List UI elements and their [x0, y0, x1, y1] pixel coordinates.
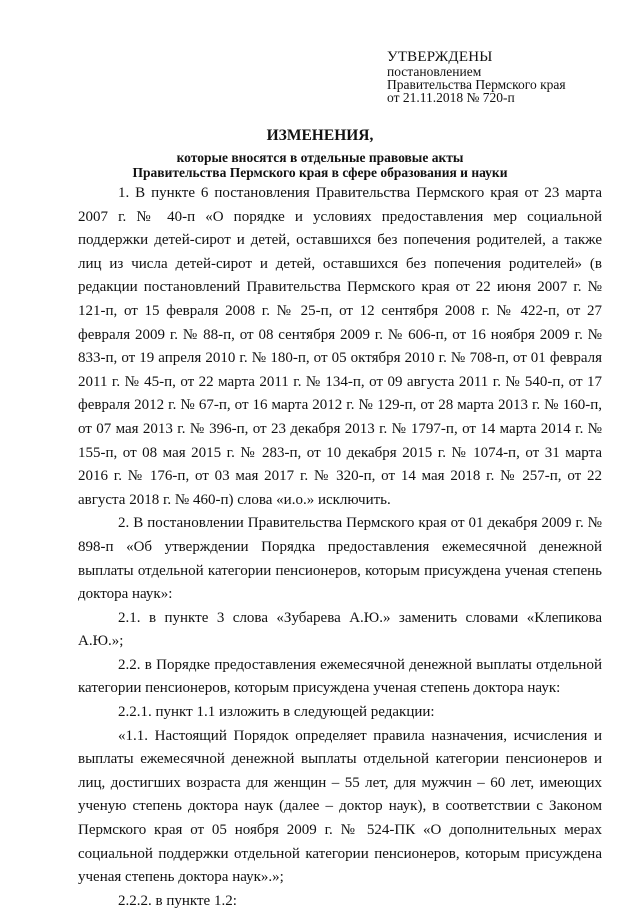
paragraph-2-2-1: 2.2.1. пункт 1.1 изложить в следующей редакции:	[118, 704, 435, 721]
paragraph-1: 1. В пункте 6 постановления Правительства Пермского края от 23 марта 2007 г. № 40-п «О порядке и условиях предоставления мер социальной поддержки детей-сирот и детей, оставшихся без попечения родителей, а также лиц из числа детей-сирот и детей, оставшихся без попечения родителей» (в редакции постановлений Правительства Пермского края от 22 июня 2007 г. № 121-п, от 15 февраля 2008 г. № 25-п, от 12 сентября 2008 г. № 422-п, от 27 февраля 2009 г. № 88-п, от 08 сентября 2009 г. № 606-п, от 16 ноября 2009 г. № 833-п, от 19 апреля 2010 г. № 180-п, от 05 октября 2010 г. № 708-п, от 01 февраля 2011 г. № 45-п, от 22 марта 2011 г. № 134-п, от 09 августа 2011 г. № 540-п, от 17 февраля 2012 г. № 67-п, от 16 марта 2012 г. № 129-п, от 28 марта 2013 г. № 160-п, от 07 мая 2013 г. № 396-п, от 23 декабря 2013 г. № 1797-п, от 14 марта 2014 г. № 155-п, от 08 мая 2015 г. № 283-п, от 10 декабря 2015 г. № 1074-п, от 31 марта 2016 г. № 176-п, от 03 мая 2017 г. № 320-п, от 14 мая 2018 г. № 257-п, от 22 августа 2018 г. № 460-п) слова «и.о.» исключить.	[78, 185, 602, 508]
paragraph-2: 2. В постановлении Правительства Пермского края от 01 декабря 2009 г. № 898-п «Об утверждении Порядка предоставления ежемесячной денежной выплаты отдельной категории пенсионеров, которым присуждена ученая степень доктора наук»:	[78, 515, 602, 603]
document-subtitle	[40, 150, 600, 180]
paragraph-2-2: 2.2. в Порядке предоставления ежемесячной денежной выплаты отдельной категории пенсионеров, которым присуждена ученая степень доктора наук:	[78, 656, 602, 697]
document-body	[78, 182, 602, 913]
approval-line-1: постановлением	[387, 64, 482, 79]
subtitle-line-1: которые вносятся в отдельные правовые акты	[176, 150, 464, 165]
paragraph-2-1: 2.1. в пункте 3 слова «Зубарева А.Ю.» заменить словами «Клепикова А.Ю.»;	[78, 609, 602, 650]
paragraph-quote-1-1: «1.1. Настоящий Порядок определяет правила назначения, исчисления и выплаты ежемесячной денежной выплаты отдельной категории пенсионеров и лиц, достигших возраста для женщин – 55 лет, для мужчин – 60 лет, имеющих ученую степень доктора наук (далее – доктор наук), в соответствии с Законом Пермского края от 05 ноября 2009 г. № 524-ПК «О дополнительных мерах социальной поддержки отдельной категории пенсионеров, которым присуждена ученая степень доктора наук».»;	[78, 727, 602, 886]
approval-line-3: от 21.11.2018 № 720-п	[387, 90, 515, 105]
approval-heading: УТВЕРЖДЕНЫ	[387, 49, 493, 65]
document-title: ИЗМЕНЕНИЯ,	[266, 127, 374, 144]
approval-stamp	[387, 50, 627, 104]
subtitle-line-2: Правительства Пермского края в сфере образования и науки	[132, 165, 508, 180]
paragraph-2-2-2: 2.2.2. в пункте 1.2:	[118, 892, 237, 909]
approval-line-2: Правительства Пермского края	[387, 77, 566, 92]
